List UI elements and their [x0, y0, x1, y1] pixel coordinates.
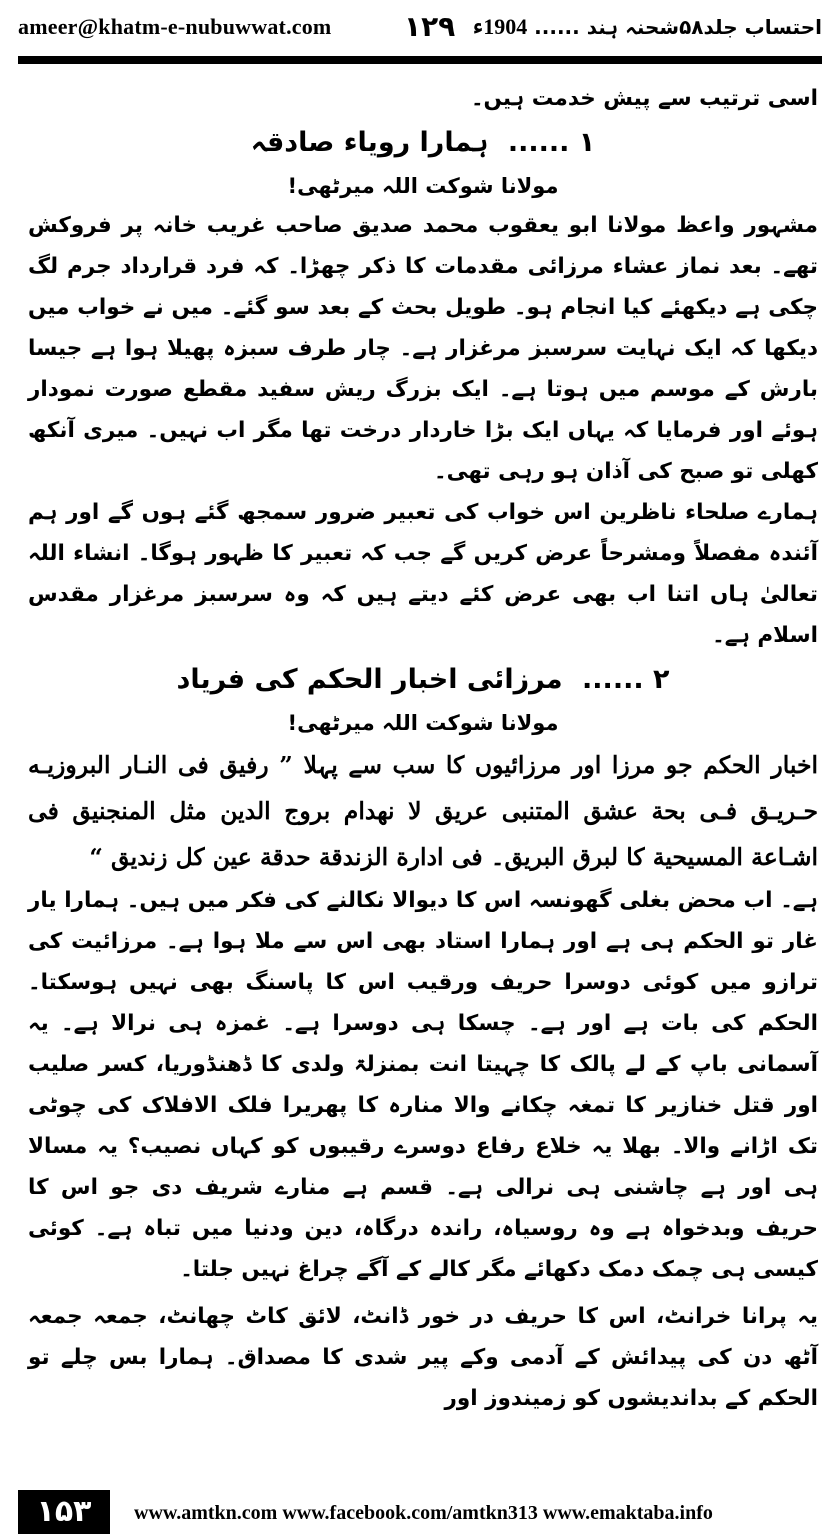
section-1-paragraph-1: مشہور واعظ مولانا ابو یعقوب محمد صدیق صاحب غریب خانہ پر فروکش تھے۔ بعد نماز عشاء مرزائی مقدمات کا ذکر چھڑا۔ کہ فرد قرارداد جرم لگ چکی ہے دیکھئے کیا انجام ہو۔ طویل بحث کے بعد سو گئے۔ میں نے خواب میں دیکھا کہ ایک نہایت سرسبز مرغزار ہے۔ چار طرف سبزہ پھیلا ہوا ہے جیسا بارش کے موسم میں ہوتا ہے۔ ایک بزرگ ریش سفید مقطع صورت نمودار ہوئے اور فرمایا کہ یہاں ایک بڑا خاردار درخت تھا مگر اب نہیں۔ میری آنکھ کھلی تو صبح کی آذان ہو رہی تھی۔	[28, 213, 818, 484]
page-footer	[18, 1490, 822, 1536]
section-1-number: ۱ ......	[507, 127, 596, 158]
footer-page-number: ۱۵۳	[18, 1490, 110, 1534]
page-header	[18, 10, 822, 56]
header-page-number: ۱۲۹	[404, 10, 456, 43]
header-volume-info	[473, 14, 822, 40]
section-1-byline: مولانا شوکت اللہ میرٹھی!	[287, 174, 559, 198]
arabic-quote: رفیق فی النـار البروزیـه حـریـق فـی بحة عشق المتنبی عریق لا نهدام بروج الدین مثل المنجنیق فی اشـاعة المسیحیة کا لبرق البریق۔ فی ادارة الزندقة حدقة عین کل زندیق “	[28, 751, 818, 871]
header-rule	[18, 56, 822, 64]
section-1-heading	[28, 119, 818, 167]
section-2-paragraph-1: ہے۔ اب محض بغلی گھونسہ اس کا دیوالا نکالنے کی فکر میں ہیں۔ ہمارا یار غار تو الحکم ہی ہے اور ہمارا استاد بھی اس سے ملا ہوا ہے۔ مرزائیت کی ترازو میں کوئی دوسرا حریف ورقیب اس کا پاسنگ بھی نہیں ہوسکتا۔ الحکم کی بات ہے اور ہے۔ چسکا ہی دوسرا ہے۔ غمزہ ہی نرالا ہے۔ یہ آسمانی باپ کے لے پالک کا چہیتا انت بمنزلۃ ولدی کا ڈھنڈوریا، کسر صلیب اور قتل خنازیر کا تمغہ چکانے والا منارہ کا پھریرا فلک الافلاک کی چوٹی تک اڑانے والا۔ بھلا یہ خلاع رفاع دوسرے رقیبوں کو کہاں نصیب؟ یہ مسالا ہی اور ہے چاشنی ہی نرالی ہے۔ قسم ہے منارے شریف دی جو اس کا حریف وبدخواہ ہے وہ روسیاہ، راندہ درگاہ، دین ودنیا میں تباہ ہے۔ کوئی کیسی ہی چمک دمک دکھائے مگر کالے کے آگے چراغ نہیں جلتا۔	[28, 888, 818, 1282]
section-2-paragraph-2: یہ پرانا خرانٹ، اس کا حریف در خور ڈانٹ، لائق کاٹ چھانٹ، جمعہ جمعہ آٹھ دن کی پیدائش کے آدمی وکے پیر شدی کا مصداق۔ ہمارا بس چلے تو الحکم کے بداندیشوں کو زمیندوز اور	[28, 1304, 818, 1411]
section-2-number: ۲ ......	[582, 664, 670, 695]
section-2-lead: اخبار الحکم جو مرزا اور مرزائیوں کا سب سے پہلا ”	[279, 751, 819, 779]
header-email: ameer@khatm-e-nubuwwat.com	[18, 14, 332, 39]
section-2-byline: مولانا شوکت اللہ میرٹھی!	[287, 711, 559, 735]
page-body	[28, 78, 818, 1419]
footer-links[interactable]: www.amtkn.com www.facebook.com/amtkn313 www.emaktaba.info	[134, 1502, 713, 1524]
section-2-heading	[28, 656, 818, 704]
section-2-lead-and-quote	[28, 742, 818, 880]
section-2-title: مرزائی اخبار الحکم کی فریاد	[176, 664, 563, 695]
header-volume-title: احتساب جلد۵۸شحنہ ہند ......	[534, 15, 822, 39]
section-1-paragraph-2: ہمارے صلحاء ناظرین اس خواب کی تعبیر ضرور سمجھ گئے ہوں گے اور ہم آئندہ مفصلاً ومشرحاً عرض کریں گے جب کہ تعبیر کا ظہور ہوگا۔ انشاء اللہ تعالیٰ ہاں اتنا اب بھی عرض کئے دیتے ہیں کہ وہ سرسبز مرغزار مقدس اسلام ہے۔	[28, 500, 818, 648]
header-year: 1904ء	[472, 14, 528, 39]
intro-line: اسی ترتیب سے پیش خدمت ہیں۔	[470, 86, 818, 111]
section-1-title: ہمارا رویاء صادقہ	[250, 127, 489, 158]
